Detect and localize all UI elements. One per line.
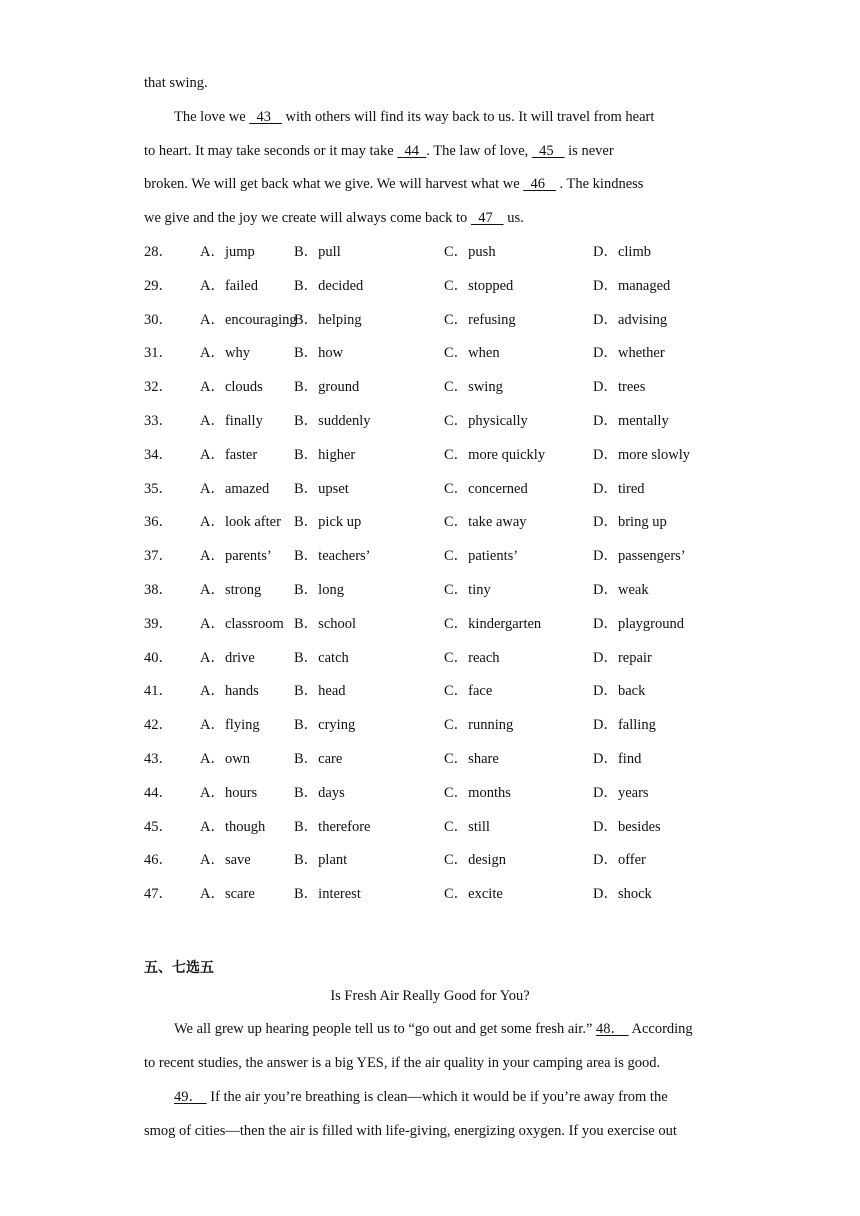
- question-row: [144, 715, 744, 735]
- question-row: [144, 242, 744, 262]
- question-number: 41．: [144, 683, 173, 699]
- option-c: C．patients’: [444, 548, 519, 564]
- blank-44: 44: [397, 143, 427, 159]
- passage-text-line: [144, 1121, 677, 1141]
- question-row: [144, 479, 744, 499]
- question-row: [144, 783, 744, 803]
- question-number: 45．: [144, 819, 173, 835]
- option-a: A．hours: [200, 785, 258, 801]
- option-c: C．refusing: [444, 312, 516, 328]
- option-a: A．though: [200, 819, 266, 835]
- option-d: D．playground: [593, 616, 685, 632]
- question-number: 42．: [144, 717, 173, 733]
- blank-48: 48．: [596, 1021, 629, 1037]
- question-row: [144, 580, 744, 600]
- question-row: [144, 614, 744, 634]
- option-b: B．days: [294, 785, 345, 801]
- question-number: 37．: [144, 548, 173, 564]
- option-d: D．bring up: [593, 514, 667, 530]
- cloze-text: . The kindness: [555, 176, 644, 192]
- option-d: D．weak: [593, 582, 649, 598]
- option-a: A．scare: [200, 886, 255, 902]
- option-c: C．kindergarten: [444, 616, 542, 632]
- question-row: [144, 310, 744, 330]
- question-number: 43．: [144, 751, 173, 767]
- option-d: D．managed: [593, 278, 671, 294]
- cloze-text-line: [144, 141, 614, 161]
- blank-45: 45: [531, 143, 565, 159]
- question-number: 35．: [144, 481, 173, 497]
- blank-49: 49．: [174, 1089, 207, 1105]
- cloze-text-line: [144, 208, 524, 228]
- option-b: B．ground: [294, 379, 360, 395]
- option-a: A．failed: [200, 278, 258, 294]
- passage-text: smog of cities—then the air is filled with life-giving, energizing oxygen. If you exercise out: [144, 1123, 677, 1139]
- question-row: [144, 817, 744, 837]
- option-a: A．why: [200, 345, 250, 361]
- passage-text: If the air you’re breathing is clean—which it would be if you’re away from the: [206, 1089, 668, 1105]
- option-c: C．reach: [444, 650, 500, 666]
- option-c: C．excite: [444, 886, 503, 902]
- option-c: C．still: [444, 819, 490, 835]
- blank-43: 43: [249, 109, 282, 125]
- option-b: B．head: [294, 683, 346, 699]
- option-d: D．more slowly: [593, 447, 691, 463]
- option-b: B．helping: [294, 312, 362, 328]
- option-a: A．encouraging: [200, 312, 297, 328]
- cloze-text-line: [144, 73, 208, 93]
- blank-46: 46: [523, 176, 556, 192]
- blank-47: 47: [470, 210, 504, 226]
- question-row: [144, 681, 744, 701]
- option-c: C．concerned: [444, 481, 528, 497]
- option-d: D．mentally: [593, 413, 669, 429]
- question-row: [144, 411, 744, 431]
- passage-text: to recent studies, the answer is a big YES, if the air quality in your camping area is good.: [144, 1055, 661, 1071]
- section-heading: 五、七选五: [144, 960, 214, 976]
- cloze-text-line: [144, 174, 643, 194]
- passage-text-line: [174, 1019, 693, 1039]
- option-b: B．therefore: [294, 819, 371, 835]
- question-row: [144, 850, 744, 870]
- option-c: C．more quickly: [444, 447, 546, 463]
- option-a: A．save: [200, 852, 251, 868]
- option-b: B．pick up: [294, 514, 362, 530]
- option-c: C．design: [444, 852, 507, 868]
- option-c: C．stopped: [444, 278, 514, 294]
- option-a: A．look after: [200, 514, 281, 530]
- cloze-text-line: [174, 107, 654, 127]
- question-number: 30．: [144, 312, 173, 328]
- question-number: 28．: [144, 244, 173, 260]
- option-c: C．when: [444, 345, 500, 361]
- option-d: D．repair: [593, 650, 652, 666]
- option-a: A．hands: [200, 683, 259, 699]
- option-a: A．classroom: [200, 616, 284, 632]
- option-a: A．flying: [200, 717, 260, 733]
- option-d: D．shock: [593, 886, 652, 902]
- option-b: B．decided: [294, 278, 364, 294]
- option-d: D．offer: [593, 852, 646, 868]
- question-number: 31．: [144, 345, 173, 361]
- option-d: D．besides: [593, 819, 661, 835]
- question-row: [144, 884, 744, 904]
- passage-title: Is Fresh Air Really Good for You?: [330, 988, 530, 1004]
- question-row: [144, 445, 744, 465]
- cloze-text: we give and the joy we create will always come back to: [144, 210, 471, 226]
- cloze-text: The love we: [174, 109, 250, 125]
- passage-text: According: [628, 1021, 693, 1037]
- option-b: B．long: [294, 582, 344, 598]
- option-a: A．strong: [200, 582, 262, 598]
- option-a: A．drive: [200, 650, 255, 666]
- question-number: 44．: [144, 785, 173, 801]
- option-a: A．faster: [200, 447, 258, 463]
- question-row: [144, 648, 744, 668]
- option-d: D．years: [593, 785, 649, 801]
- question-number: 47．: [144, 886, 173, 902]
- passage-text-line: [144, 1053, 660, 1073]
- passage-text: We all grew up hearing people tell us to “go out and get some fresh air.”: [174, 1021, 597, 1037]
- option-b: B．upset: [294, 481, 349, 497]
- cloze-text: is never: [564, 143, 614, 159]
- option-c: C．push: [444, 244, 496, 260]
- option-d: D．whether: [593, 345, 665, 361]
- option-d: D．back: [593, 683, 646, 699]
- option-b: B．care: [294, 751, 343, 767]
- option-a: A．clouds: [200, 379, 263, 395]
- option-b: B．teachers’: [294, 548, 371, 564]
- question-row: [144, 546, 744, 566]
- option-a: A．own: [200, 751, 250, 767]
- option-a: A．parents’: [200, 548, 272, 564]
- option-d: D．find: [593, 751, 642, 767]
- question-number: 29．: [144, 278, 173, 294]
- passage-text-line: [174, 1087, 668, 1107]
- option-b: B．higher: [294, 447, 356, 463]
- option-b: B．how: [294, 345, 344, 361]
- option-a: A．finally: [200, 413, 263, 429]
- option-b: B．catch: [294, 650, 349, 666]
- option-b: B．school: [294, 616, 357, 632]
- question-number: 46．: [144, 852, 173, 868]
- question-number: 38．: [144, 582, 173, 598]
- cloze-text: with others will find its way back to us. It will travel from heart: [281, 109, 655, 125]
- question-number: 40．: [144, 650, 173, 666]
- cloze-text: broken. We will get back what we give. We will harvest what we: [144, 176, 524, 192]
- option-d: D．advising: [593, 312, 668, 328]
- option-d: D．falling: [593, 717, 656, 733]
- cloze-text: that swing.: [144, 75, 208, 91]
- option-c: C．face: [444, 683, 493, 699]
- option-d: D．trees: [593, 379, 646, 395]
- cloze-text: to heart. It may take seconds or it may take: [144, 143, 398, 159]
- question-row: [144, 749, 744, 769]
- question-number: 39．: [144, 616, 173, 632]
- option-c: C．physically: [444, 413, 528, 429]
- question-number: 33．: [144, 413, 173, 429]
- question-number: 34．: [144, 447, 173, 463]
- question-row: [144, 377, 744, 397]
- option-b: B．interest: [294, 886, 361, 902]
- option-a: A．amazed: [200, 481, 270, 497]
- cloze-text: us.: [503, 210, 524, 226]
- option-c: C．take away: [444, 514, 527, 530]
- cloze-text: . The law of love,: [426, 143, 532, 159]
- option-b: B．plant: [294, 852, 348, 868]
- question-row: [144, 512, 744, 532]
- option-c: C．months: [444, 785, 511, 801]
- option-b: B．suddenly: [294, 413, 371, 429]
- question-row: [144, 343, 744, 363]
- option-c: C．share: [444, 751, 499, 767]
- option-d: D．passengers’: [593, 548, 686, 564]
- question-number: 32．: [144, 379, 173, 395]
- option-b: B．crying: [294, 717, 356, 733]
- option-c: C．running: [444, 717, 514, 733]
- question-row: [144, 276, 744, 296]
- option-c: C．tiny: [444, 582, 491, 598]
- option-d: D．climb: [593, 244, 651, 260]
- option-c: C．swing: [444, 379, 503, 395]
- option-a: A．jump: [200, 244, 255, 260]
- option-d: D．tired: [593, 481, 645, 497]
- option-b: B．pull: [294, 244, 341, 260]
- question-number: 36．: [144, 514, 173, 530]
